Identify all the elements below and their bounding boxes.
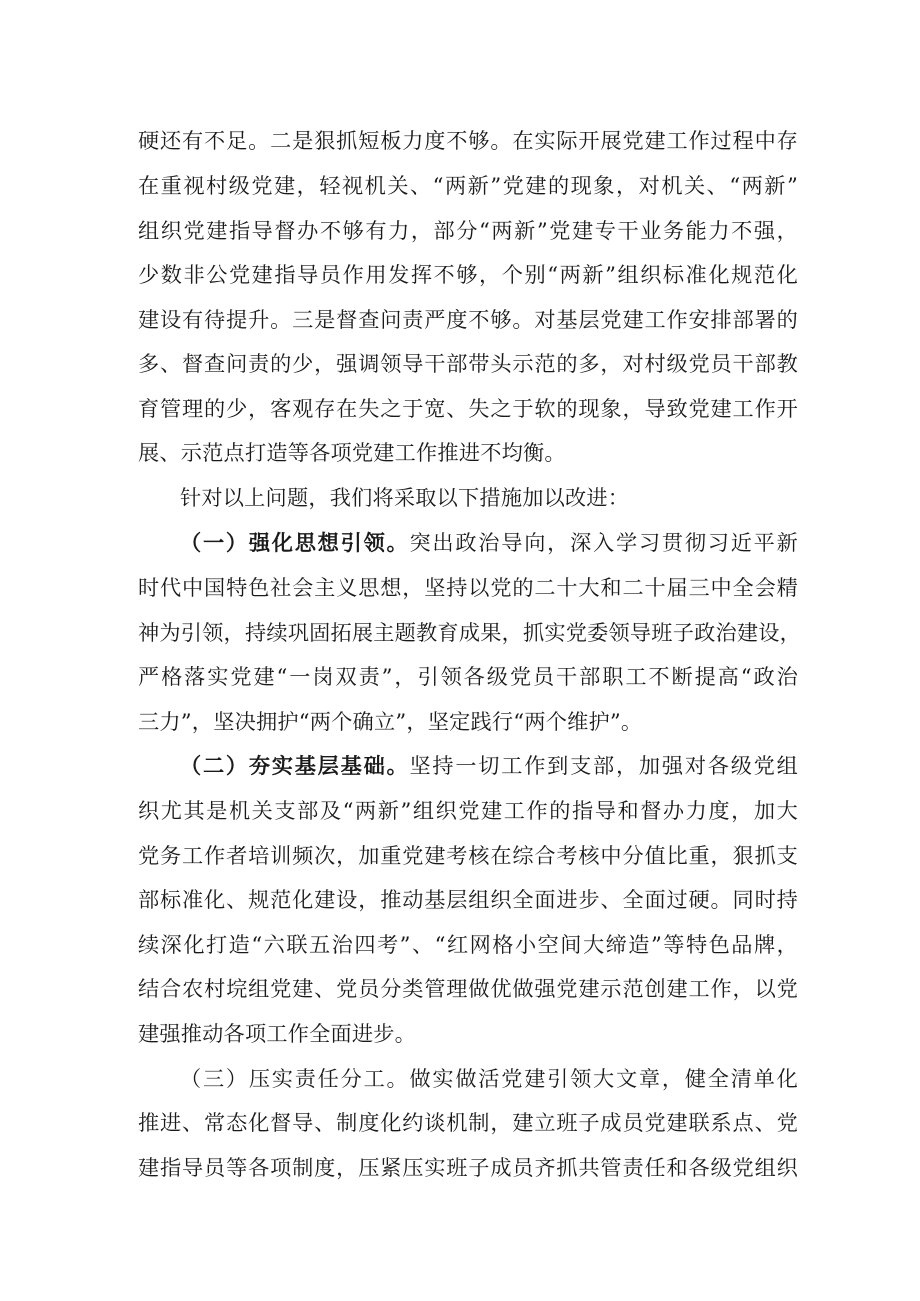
text-line: 续深化打造“六联五治四考”、“红网格小空间大缔造”等特色品牌，: [138, 932, 798, 957]
section-2-first-line: [180, 751, 798, 781]
text-line: 硬还有不足。二是狠抓短板力度不够。在实际开展党建工作过程中存: [138, 128, 798, 153]
text-line: 展、示范点打造等各项党建工作推进不均衡。: [138, 440, 566, 465]
text-line: 严格落实党建“一岗双责”，引领各级党员干部职工不断提高“政治: [138, 664, 798, 689]
text-line: 建强推动各项工作全面进步。: [138, 1021, 417, 1046]
text-line: 建指导员等各项制度，压紧压实班子成员齐抓共管责任和各级党组织: [138, 1155, 798, 1180]
text-line: 育管理的少，客观存在失之于宽、失之于软的现象，导致党建工作开: [138, 396, 798, 421]
text-line: 多、督查问责的少，强调领导干部带头示范的多，对村级党员干部教: [138, 351, 798, 376]
text-line: 党务工作者培训频次，加重党建考核在综合考核中分值比重，狠抓支: [138, 843, 798, 868]
text-line: 部标准化、规范化建设，推动基层组织全面进步、全面过硬。同时持: [138, 887, 798, 912]
text-line: 织尤其是机关支部及“两新”组织党建工作的指导和督办力度，加大: [138, 798, 798, 823]
section-2-heading: （二）夯实基层基础。: [180, 753, 410, 778]
text-line: 时代中国特色社会主义思想，坚持以党的二十大和二十届三中全会精: [138, 575, 798, 600]
text-line: 少数非公党建指导员作用发挥不够，个别“两新”组织标准化规范化: [138, 262, 798, 287]
text-line: 三力”，坚决拥护“两个确立”，坚定践行“两个维护”。: [138, 709, 643, 734]
text-line: 推进、常态化督导、制度化约谈机制，建立班子成员党建联系点、党: [138, 1110, 798, 1135]
section-1-first-line: [180, 528, 798, 558]
section-2-first-line-text: 坚持一切工作到支部，加强对各级党组: [409, 753, 798, 778]
text-line: 建设有待提升。三是督查问责严度不够。对基层党建工作安排部署的: [138, 307, 798, 332]
text-line: 结合农村垸组党建、党员分类管理做优做强党建示范创建工作，以党: [138, 976, 798, 1001]
text-line: 在重视村级党建，轻视机关、“两新”党建的现象，对机关、“两新”: [138, 173, 798, 198]
text-line: 组织党建指导督办不够有力，部分“两新”党建专干业务能力不强，: [138, 218, 798, 243]
text-line: 神为引领，持续巩固拓展主题教育成果，抓实党委领导班子政治建设，: [138, 620, 802, 645]
section-1-first-line-text: 突出政治导向，深入学习贯彻习近平新: [409, 530, 798, 555]
measures-intro: 针对以上问题，我们将采取以下措施加以改进：: [180, 485, 630, 510]
section-1-heading: （一）强化思想引领。: [180, 530, 410, 555]
section-3-first-line: （三）压实责任分工。做实做活党建引领大文章，健全清单化: [180, 1066, 798, 1091]
